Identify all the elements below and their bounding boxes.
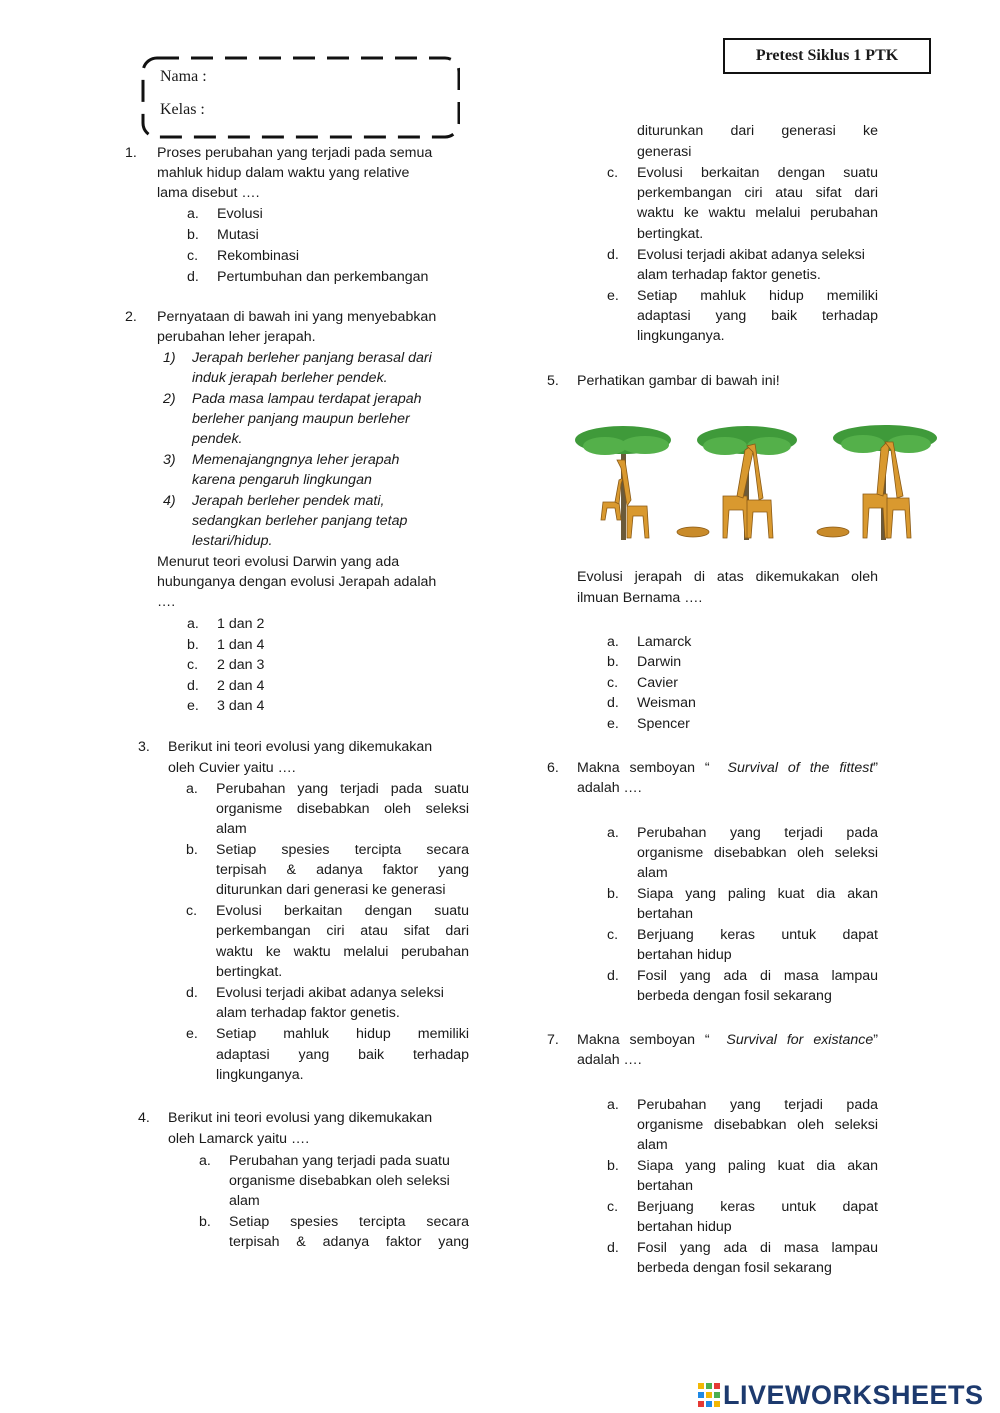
option-c[interactable]: Rekombinasi: [217, 248, 300, 264]
option-d[interactable]: Evolusi terjadi akibat adanya seleksi: [216, 985, 444, 1001]
question-number: 7.: [547, 1032, 559, 1048]
option-e-cont: adaptasi yang baik terhadap: [216, 1047, 469, 1063]
option-letter: c.: [186, 903, 198, 919]
option-c[interactable]: Berjuang keras untuk dapat: [637, 927, 878, 943]
liveworksheets-logo[interactable]: [698, 1377, 984, 1413]
question-text: adalah ….: [577, 780, 642, 796]
option-letter: e.: [607, 716, 619, 732]
option-letter: d.: [607, 695, 619, 711]
option-a[interactable]: 1 dan 2: [217, 616, 265, 632]
option-b-cont: diturunkan dari generasi ke generasi: [216, 882, 446, 898]
question-text: hubunganya dengan evolusi Jerapah adalah: [157, 574, 437, 590]
option-letter: d.: [186, 985, 198, 1001]
brand-name: LIVEWORKSHEETS: [723, 1379, 984, 1410]
name-label: Nama :: [160, 68, 207, 85]
option-e-cont: adaptasi yang baik terhadap: [637, 308, 878, 324]
option-d-cont: alam terhadap faktor genetis.: [637, 267, 821, 283]
option-c-cont: bertingkat.: [216, 964, 283, 980]
question-text: ilmuan Bernama ….: [577, 590, 703, 606]
statement-text: sedangkan berleher panjang tetap: [192, 513, 408, 529]
statement-text: Jerapah berleher pendek mati,: [192, 493, 385, 509]
question-text: Berikut ini teori evolusi yang dikemukakan: [168, 1110, 433, 1126]
option-a-cont: organisme disebabkan oleh seleksi: [229, 1173, 450, 1189]
statement-number: 1): [163, 350, 176, 366]
statement-text: karena pengaruh lingkungan: [192, 472, 372, 488]
liveworksheets-icon: [698, 1383, 720, 1407]
option-c[interactable]: Cavier: [637, 675, 678, 691]
question-text: lama disebut ….: [157, 185, 260, 201]
option-letter: c.: [187, 657, 199, 673]
statement-number: 4): [163, 493, 176, 509]
giraffe-icon: [677, 444, 773, 538]
option-c-cont: bertahan hidup: [637, 1219, 732, 1235]
worksheet-title: Pretest Siklus 1 PTK: [755, 47, 899, 64]
statement-text: lestari/hidup.: [192, 533, 273, 549]
statement-number: 3): [163, 452, 176, 468]
option-letter: c.: [607, 165, 619, 181]
option-letter: b.: [607, 654, 619, 670]
option-d-cont: berbeda dengan fosil sekarang: [637, 988, 832, 1004]
worksheet-title-box: [723, 38, 931, 74]
question-text: Perhatikan gambar di bawah ini!: [577, 373, 780, 389]
option-letter: e.: [186, 1026, 198, 1042]
option-letter: b.: [607, 1158, 619, 1174]
option-b-cont: bertahan: [637, 906, 694, 922]
option-letter: a.: [187, 206, 199, 222]
question-text: [577, 1030, 878, 1050]
statement-number: 2): [163, 391, 176, 407]
option-b-cont: generasi: [637, 144, 692, 160]
option-a[interactable]: Perubahan yang terjadi pada suatu: [229, 1153, 450, 1169]
question-text: ….: [157, 594, 176, 610]
question-number: 6.: [547, 760, 559, 776]
option-e[interactable]: Setiap mahluk hidup memiliki: [637, 288, 878, 304]
statement-text: pendek.: [192, 431, 243, 447]
question-prefix: Makna semboyan “: [577, 760, 710, 776]
option-d[interactable]: Pertumbuhan dan perkembangan: [217, 269, 429, 285]
option-c[interactable]: Berjuang keras untuk dapat: [637, 1199, 878, 1215]
option-c-cont: bertahan hidup: [637, 947, 732, 963]
option-b[interactable]: Siapa yang paling kuat dia akan: [637, 886, 878, 902]
option-a-cont: alam: [637, 865, 668, 881]
option-letter: a.: [186, 781, 198, 797]
statement-text: induk jerapah berleher pendek.: [192, 370, 388, 386]
option-letter: c.: [607, 675, 619, 691]
option-a-cont: organisme disebabkan oleh seleksi: [637, 845, 878, 861]
class-label: Kelas :: [160, 101, 205, 118]
option-e[interactable]: Spencer: [637, 716, 690, 732]
option-d-cont: berbeda dengan fosil sekarang: [637, 1260, 832, 1276]
option-b[interactable]: Siapa yang paling kuat dia akan: [637, 1158, 878, 1174]
option-d[interactable]: Fosil yang ada di masa lampau: [637, 1240, 878, 1256]
option-a[interactable]: Lamarck: [637, 634, 692, 650]
option-c[interactable]: Evolusi berkaitan dengan suatu: [637, 165, 878, 181]
question-prefix: Makna semboyan “: [577, 1032, 710, 1048]
option-e[interactable]: Setiap mahluk hidup memiliki: [216, 1026, 469, 1042]
question-text: Berikut ini teori evolusi yang dikemukakan: [168, 739, 433, 755]
option-c[interactable]: Evolusi berkaitan dengan suatu: [216, 903, 469, 919]
option-b-cont: terpisah & adanya faktor yang: [229, 1234, 469, 1250]
question-text: Proses perubahan yang terjadi pada semua: [157, 145, 433, 161]
statement-text: Memenajangngnya leher jerapah: [192, 452, 400, 468]
question-text: Menurut teori evolusi Darwin yang ada: [157, 554, 400, 570]
option-b[interactable]: Mutasi: [217, 227, 259, 243]
question-number: 4.: [138, 1110, 150, 1126]
option-d[interactable]: Fosil yang ada di masa lampau: [637, 968, 878, 984]
question-number: 3.: [138, 739, 150, 755]
option-letter: c.: [187, 248, 199, 264]
question-text: adalah ….: [577, 1052, 642, 1068]
statement-text: berleher panjang maupun berleher: [192, 411, 410, 427]
option-a-cont: organisme disebabkan oleh seleksi: [216, 801, 469, 817]
option-letter: b.: [187, 637, 199, 653]
option-c-cont: waktu ke waktu melalui perubahan: [216, 944, 469, 960]
giraffe-icon: [817, 442, 911, 538]
option-letter: a.: [607, 825, 619, 841]
quote-close: ”: [873, 760, 878, 776]
option-c-cont: perkembangan ciri atau sifat dari: [637, 185, 878, 201]
giraffe-illustration: [575, 420, 945, 545]
question-text: perubahan leher jerapah.: [157, 329, 316, 345]
option-b-cont: diturunkan dari generasi ke: [637, 123, 878, 139]
option-a-cont: organisme disebabkan oleh seleksi: [637, 1117, 878, 1133]
statement-text: Pada masa lampau terdapat jerapah: [192, 391, 422, 407]
option-c-cont: perkembangan ciri atau sifat dari: [216, 923, 469, 939]
option-c-cont: bertingkat.: [637, 226, 704, 242]
question-text: Evolusi jerapah di atas dikemukakan oleh: [577, 569, 878, 585]
option-letter: c.: [607, 927, 619, 943]
option-c[interactable]: 2 dan 3: [217, 657, 265, 673]
option-e-cont: lingkunganya.: [637, 328, 725, 344]
option-letter: a.: [607, 1097, 619, 1113]
option-letter: b.: [187, 227, 199, 243]
question-number: 2.: [125, 309, 137, 325]
question-number: 5.: [547, 373, 559, 389]
option-d[interactable]: 2 dan 4: [217, 678, 265, 694]
option-letter: d.: [607, 247, 619, 263]
option-letter: a.: [187, 616, 199, 632]
option-b[interactable]: Setiap spesies tercipta secara: [216, 842, 469, 858]
option-a-cont: alam: [216, 821, 247, 837]
option-b-cont: bertahan: [637, 1178, 694, 1194]
option-e-cont: lingkunganya.: [216, 1067, 304, 1083]
option-b-cont: terpisah & adanya faktor yang: [216, 862, 469, 878]
option-c-cont: waktu ke waktu melalui perubahan: [637, 205, 878, 221]
option-letter: d.: [607, 1240, 619, 1256]
giraffe-evolution-image: [575, 420, 945, 545]
option-d[interactable]: Weisman: [637, 695, 696, 711]
option-letter: d.: [187, 678, 199, 694]
option-letter: c.: [607, 1199, 619, 1215]
question-text: [577, 758, 878, 778]
statement-text: Jerapah berleher panjang berasal dari: [192, 350, 432, 366]
question-text: oleh Lamarck yaitu ….: [168, 1131, 310, 1147]
option-b[interactable]: Setiap spesies tercipta secara: [229, 1214, 469, 1230]
option-letter: a.: [199, 1153, 211, 1169]
option-letter: a.: [607, 634, 619, 650]
option-d-cont: alam terhadap faktor genetis.: [216, 1005, 400, 1021]
option-letter: b.: [186, 842, 198, 858]
motto: Survival for existance: [726, 1032, 874, 1048]
option-a[interactable]: Perubahan yang terjadi pada: [637, 825, 878, 841]
option-a[interactable]: Evolusi: [217, 206, 263, 222]
option-letter: b.: [199, 1214, 211, 1230]
option-e[interactable]: 3 dan 4: [217, 698, 265, 714]
student-info-box: [140, 55, 460, 139]
option-b[interactable]: Darwin: [637, 654, 682, 670]
option-letter: d.: [187, 269, 199, 285]
question-number: 1.: [125, 145, 137, 161]
option-a[interactable]: Perubahan yang terjadi pada suatu: [216, 781, 469, 797]
option-b[interactable]: 1 dan 4: [217, 637, 265, 653]
option-letter: d.: [607, 968, 619, 984]
question-text: oleh Cuvier yaitu ….: [168, 760, 296, 776]
option-letter: e.: [187, 698, 199, 714]
option-d[interactable]: Evolusi terjadi akibat adanya seleksi: [637, 247, 865, 263]
question-text: mahluk hidup dalam waktu yang relative: [157, 165, 410, 181]
option-a[interactable]: Perubahan yang terjadi pada: [637, 1097, 878, 1113]
question-text: Pernyataan di bawah ini yang menyebabkan: [157, 309, 437, 325]
option-a-cont: alam: [229, 1193, 260, 1209]
motto: Survival of the fittest: [727, 760, 874, 776]
option-letter: e.: [607, 288, 619, 304]
option-letter: b.: [607, 886, 619, 902]
option-a-cont: alam: [637, 1137, 668, 1153]
quote-close: ”: [873, 1032, 878, 1048]
